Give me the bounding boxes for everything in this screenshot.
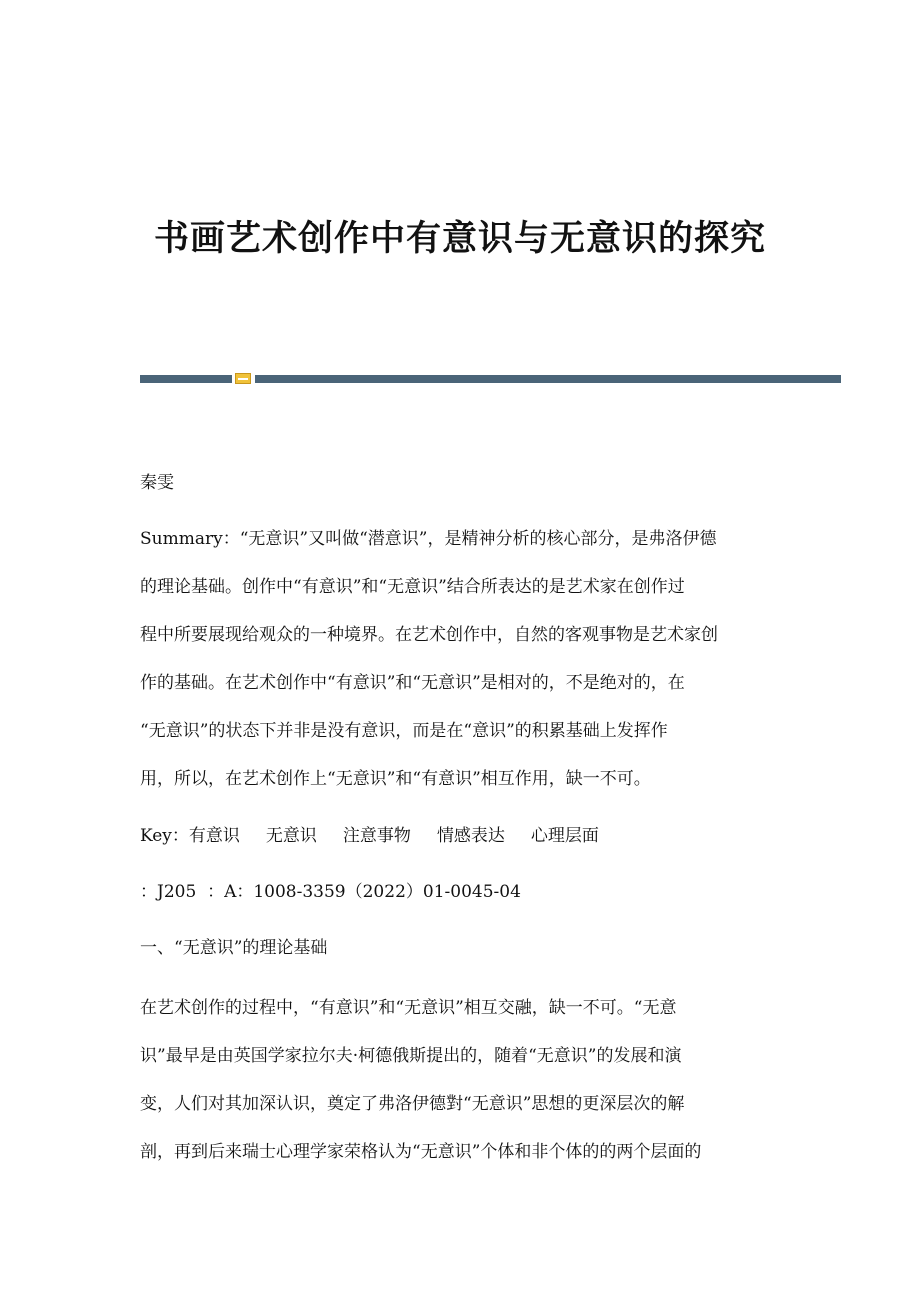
body-paragraph — [140, 984, 790, 1176]
keyword: 有意识 — [188, 826, 240, 846]
body-line: 识”最早是由英国学家拉尔夫·柯德俄斯提出的，随着“无意识”的发展和演 — [140, 1046, 682, 1066]
divider-ornament-icon — [235, 373, 251, 384]
keywords-line — [140, 820, 790, 852]
summary-line: 程中所要展现给观众的一种境界。在艺术创作中，自然的客观事物是艺术家创 — [140, 625, 718, 645]
body-line: 变，人们对其加深认识，奠定了弗洛伊德對“无意识”思想的更深层次的解 — [140, 1094, 685, 1114]
title-divider-right — [255, 375, 841, 383]
document-title: 书画艺术创作中有意识与无意识的探究 — [153, 218, 766, 259]
body-line: 在艺术创作的过程中，“有意识”和“无意识”相互交融，缺一不可。“无意 — [140, 998, 677, 1018]
summary-line: Summary：“无意识”又叫做“潜意识”，是精神分析的核心部分，是弗洛伊德 — [140, 529, 717, 549]
keyword: 心理层面 — [530, 826, 599, 846]
keyword: 注意事物 — [342, 826, 411, 846]
summary-line: 作的基础。在艺术创作中“有意识”和“无意识”是相对的，不是绝对的，在 — [140, 673, 685, 693]
keyword: 无意识 — [265, 826, 317, 846]
author: 秦雯 — [140, 473, 174, 493]
body-line: 剖，再到后来瑞士心理学家荣格认为“无意识”个体和非个体的的两个层面的 — [140, 1142, 702, 1162]
title-divider-left — [140, 375, 232, 383]
keyword: 情感表达 — [436, 826, 505, 846]
classification-line: ：J205 ：A：1008-3359（2022）01-0045-04 — [140, 882, 521, 902]
summary-paragraph — [140, 515, 790, 803]
summary-line: “无意识”的状态下并非是没有意识，而是在“意识”的积累基础上发挥作 — [140, 721, 668, 741]
keywords-label: Key： — [140, 826, 189, 846]
section-heading: 一、“无意识”的理论基础 — [140, 938, 328, 958]
summary-line: 的理论基础。创作中“有意识”和“无意识”结合所表达的是艺术家在创作过 — [140, 577, 685, 597]
summary-line: 用，所以，在艺术创作上“无意识”和“有意识”相互作用，缺一不可。 — [140, 769, 651, 789]
